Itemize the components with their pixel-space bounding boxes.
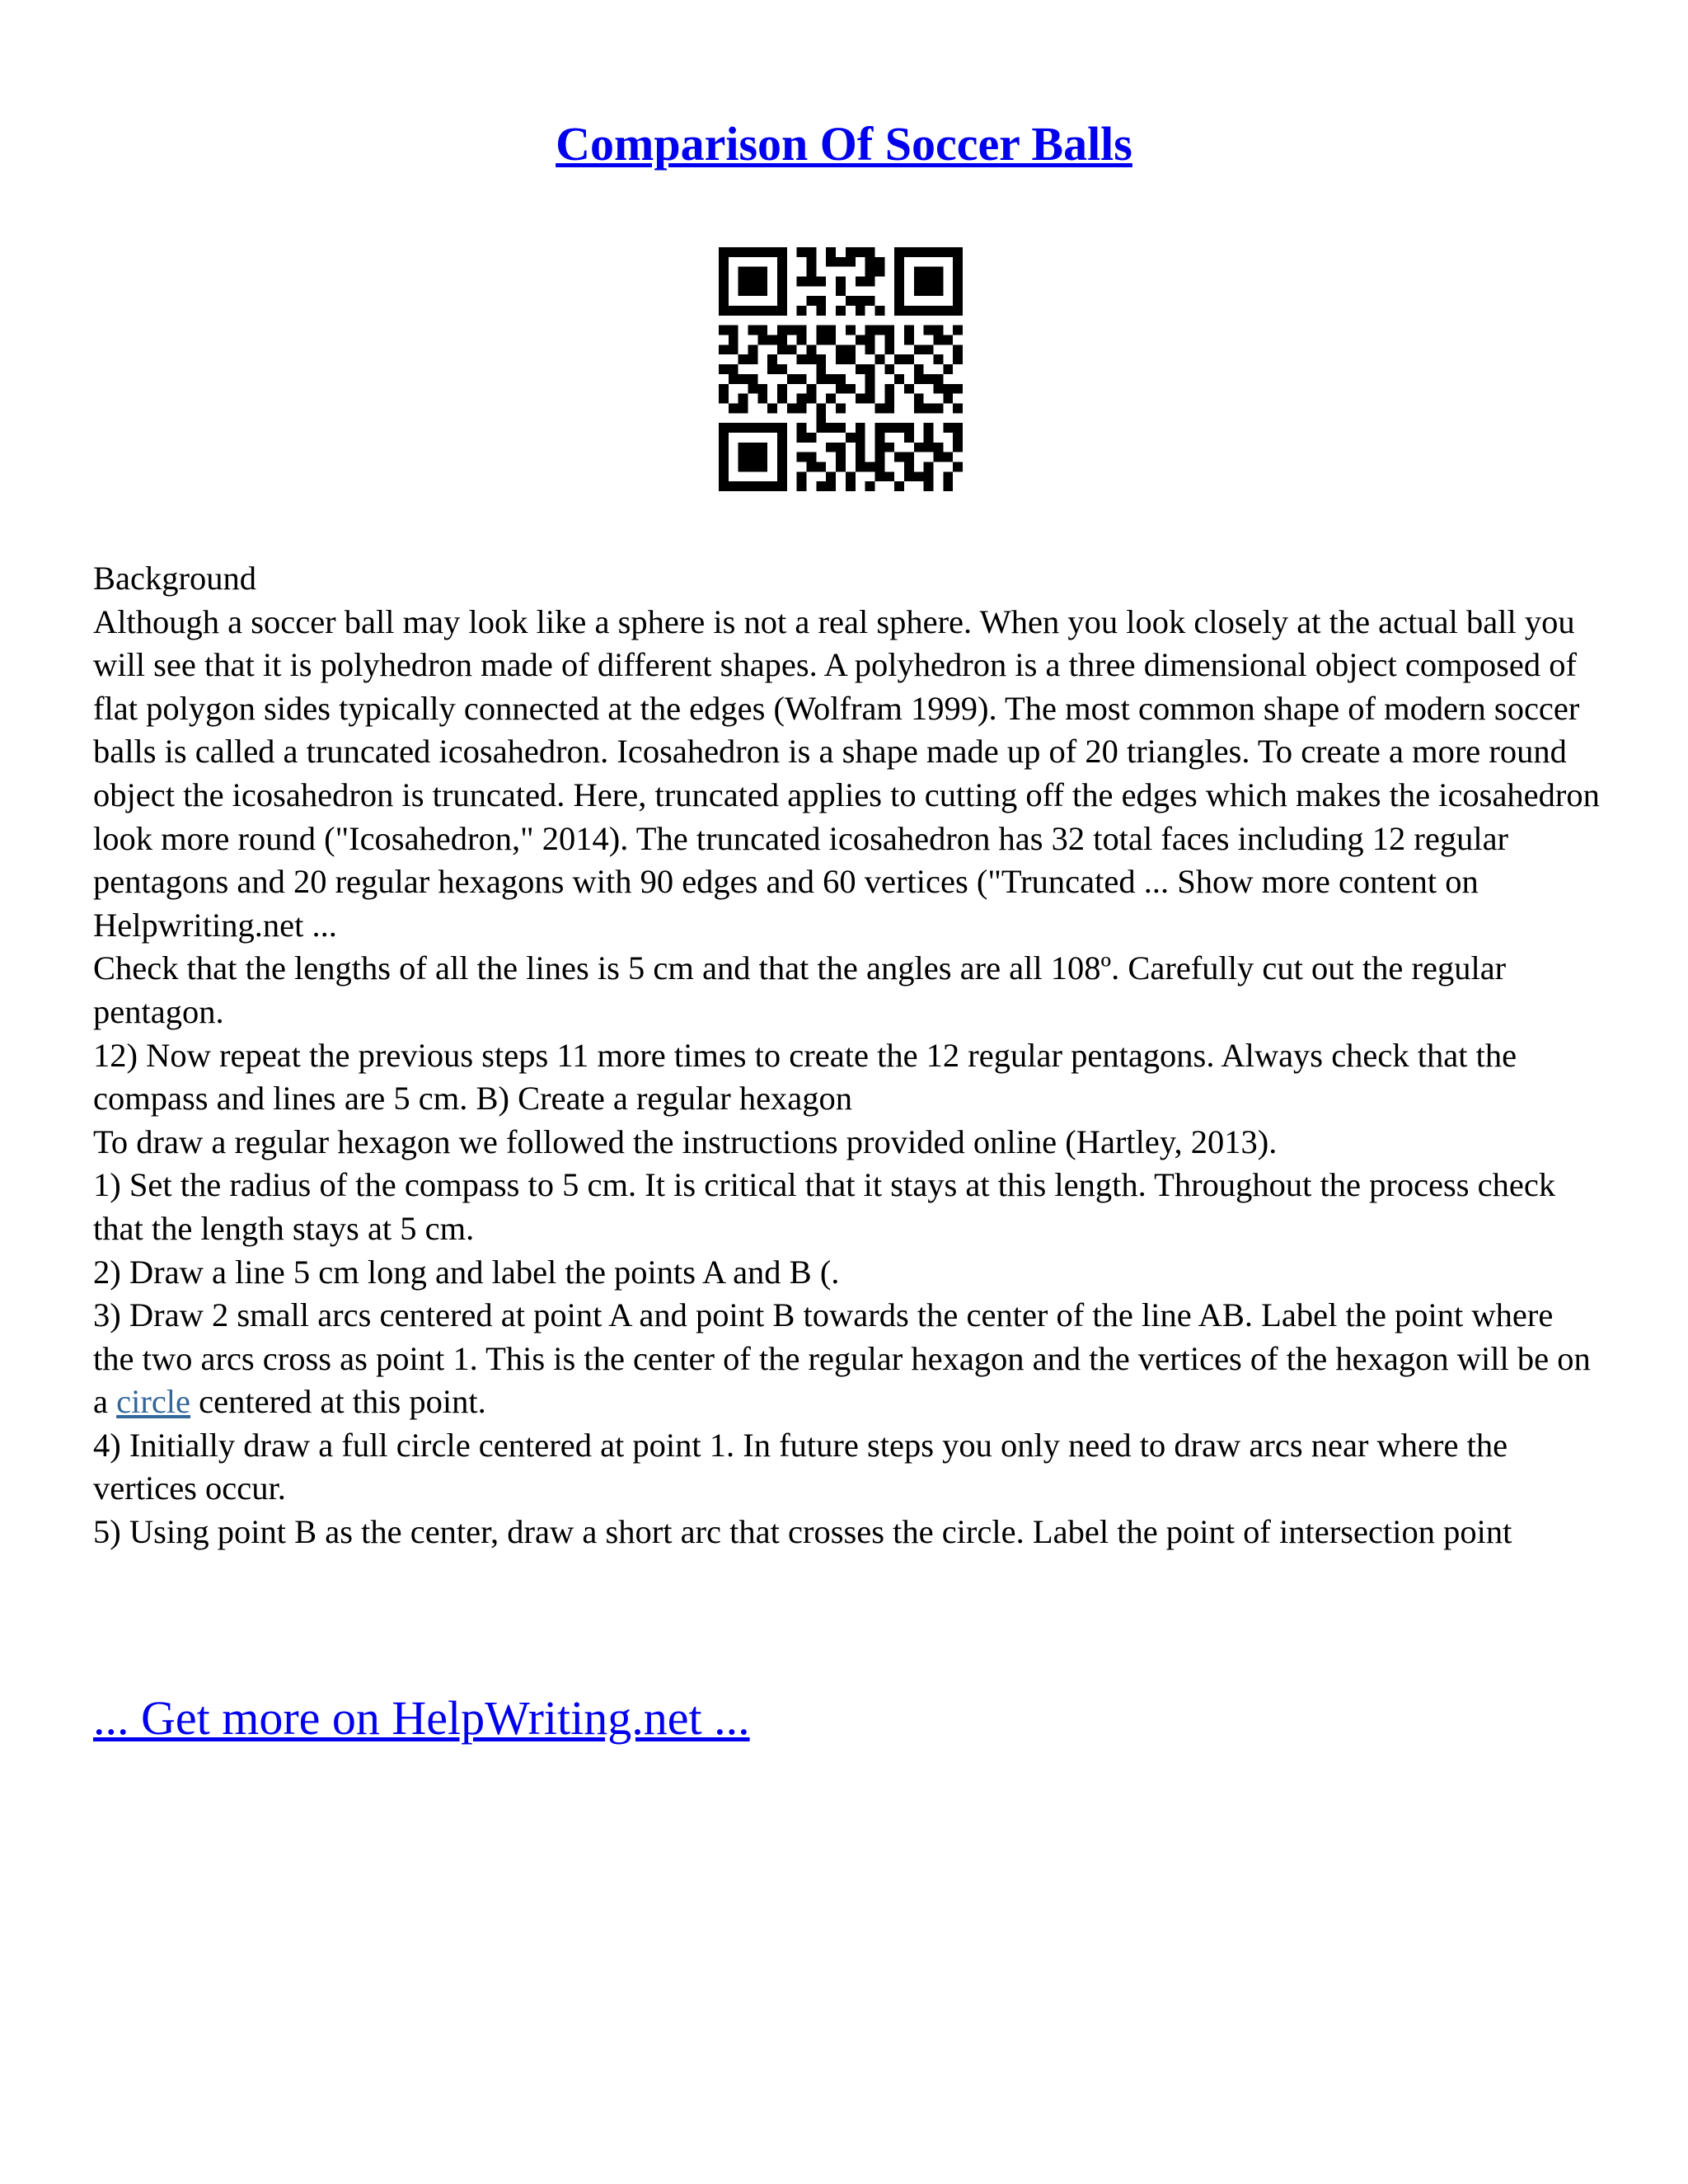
paragraph-hexagon-intro: To draw a regular hexagon we followed the instructions provided online (Hartley, 2013). [93, 1122, 1278, 1160]
step-3-text-before: 3) Draw 2 small arcs centered at point A and point B towards the center of the line AB. Label the point where the two arcs cross as point 1. This is the center of the regular hexagon and the vertices of the hexagon will be on a [93, 1296, 1591, 1421]
step-3 [93, 1294, 1601, 1424]
circle-link[interactable]: circle [116, 1383, 191, 1421]
paragraph-repeat-steps: 12) Now repeat the previous steps 11 more times to create the 12 regular pentagons. Always check that the compass and lines are 5 cm. B) Create a regular hexagon [93, 1036, 1517, 1118]
paragraph-background: Although a soccer ball may look like a sphere is not a real sphere. When you look closely at the actual ball you will see that it is polyhedron made of different shapes. A polyhedron is a three dimensional object composed of flat polygon sides typically connected at the edges (Wolfram 1999). The most common shape of modern soccer balls is called a truncated icosahedron. Icosahedron is a shape made up of 20 triangles. To create a more round object the icosahedron is truncated. Here, truncated applies to cutting off the edges which makes the icosahedron look more round ("Icosahedron," 2014). The truncated icosahedron has 32 total faces including 12 regular pentagons and 20 regular hexagons with 90 edges and 60 vertices ("Truncated ... Show more content on Helpwriting.net ... [93, 602, 1600, 944]
more-link-container [93, 1690, 750, 1747]
qr-code-icon [719, 247, 963, 491]
step-1: 1) Set the radius of the compass to 5 cm. It is critical that it stays at this length. Throughout the process check that the length stays at 5 cm. [93, 1166, 1556, 1247]
get-more-link[interactable]: ... Get more on HelpWriting.net ... [93, 1691, 750, 1745]
step-4: 4) Initially draw a full circle centered at point 1. In future steps you only need to draw arcs near where the vertices occur. [93, 1426, 1508, 1507]
section-heading: Background [93, 560, 256, 597]
paragraph-check-lengths: Check that the lengths of all the lines is 5 cm and that the angles are all 108º. Carefully cut out the regular pentagon. [93, 949, 1507, 1030]
step-3-text-after: centered at this point. [190, 1383, 486, 1421]
qr-code [719, 247, 963, 491]
article-body [93, 557, 1601, 1554]
title-link[interactable]: Comparison Of Soccer Balls [556, 117, 1132, 171]
step-5: 5) Using point B as the center, draw a short arc that crosses the circle. Label the point of intersection point [93, 1513, 1512, 1551]
step-2: 2) Draw a line 5 cm long and label the points A and B (. [93, 1253, 840, 1291]
page-title [0, 115, 1688, 173]
